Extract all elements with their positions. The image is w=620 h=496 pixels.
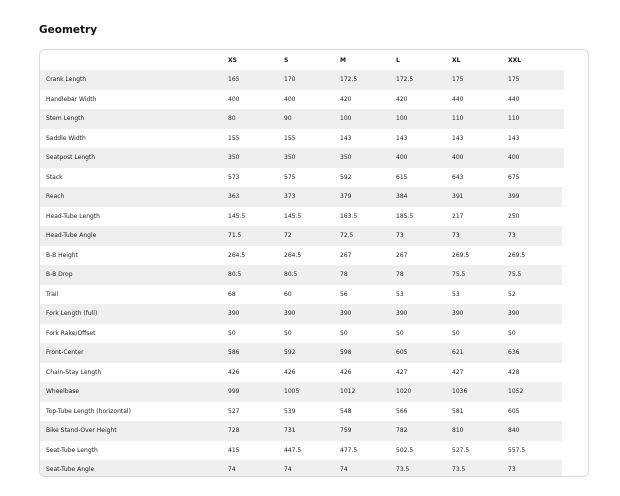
table-cell: 350 xyxy=(228,148,284,168)
row-label: Fork Length (full) xyxy=(40,304,228,324)
table-cell: 502.5 xyxy=(396,446,414,454)
table-cell: 390 xyxy=(284,304,340,324)
table-cell: 427 xyxy=(452,368,464,376)
table-row xyxy=(40,460,564,477)
table-cell: 73 xyxy=(508,226,564,246)
table-cell: 100 xyxy=(396,109,452,129)
table-cell: 145.5 xyxy=(284,212,302,220)
table-cell: 420 xyxy=(340,95,352,103)
table-cell: 74 xyxy=(284,460,340,477)
table-row xyxy=(40,363,564,383)
table-cell: 217 xyxy=(452,212,464,220)
table-row xyxy=(40,441,564,461)
table-row xyxy=(40,304,564,324)
table-cell: 527.5 xyxy=(452,446,470,454)
table-row xyxy=(40,246,564,266)
table-row xyxy=(40,90,564,110)
page-title: Geometry xyxy=(39,24,98,36)
table-cell: 73 xyxy=(396,226,452,246)
table-cell: 80 xyxy=(228,109,284,129)
table-cell: 165 xyxy=(228,70,284,90)
table-cell: 605 xyxy=(508,407,520,415)
table-row xyxy=(40,226,564,246)
row-label: Stack xyxy=(46,173,63,181)
table-cell: 350 xyxy=(284,148,340,168)
table-row xyxy=(40,265,564,285)
table-row xyxy=(40,187,564,207)
table-cell: 428 xyxy=(508,368,520,376)
scroll-fade xyxy=(562,185,588,477)
table-cell: 527 xyxy=(228,407,240,415)
table-cell: 426 xyxy=(228,368,240,376)
table-cell: 581 xyxy=(452,407,464,415)
row-label: Seatpost Length xyxy=(40,148,228,168)
table-cell: 1012 xyxy=(340,382,396,402)
table-cell: 999 xyxy=(228,382,284,402)
row-label: Head-Tube Length xyxy=(46,212,100,220)
column-header-s: S xyxy=(284,56,289,64)
row-label: Top-Tube Length (horizontal) xyxy=(46,407,131,415)
row-label: Crank Length xyxy=(40,70,228,90)
table-cell: 155 xyxy=(284,134,296,142)
row-label: Trail xyxy=(46,290,59,298)
table-cell: 74 xyxy=(340,460,396,477)
table-cell: 75.5 xyxy=(452,265,508,285)
table-row xyxy=(40,129,564,149)
table-cell: 264.5 xyxy=(228,251,246,259)
table-cell: 643 xyxy=(452,173,464,181)
table-cell: 390 xyxy=(508,304,564,324)
table-cell: 592 xyxy=(284,343,340,363)
row-label: Wheelbase xyxy=(40,382,228,402)
header-row xyxy=(40,50,564,70)
geometry-table-card xyxy=(39,49,589,477)
table-cell: 350 xyxy=(340,148,396,168)
table-cell: 420 xyxy=(396,95,408,103)
table-cell: 1005 xyxy=(284,382,340,402)
table-cell: 172.5 xyxy=(396,70,452,90)
table-cell: 1052 xyxy=(508,382,564,402)
table-cell: 390 xyxy=(228,304,284,324)
table-cell: 379 xyxy=(340,187,396,207)
table-cell: 185.5 xyxy=(396,212,414,220)
row-label: B-B Height xyxy=(46,251,78,259)
table-cell: 399 xyxy=(508,187,564,207)
table-cell: 728 xyxy=(228,421,284,441)
table-cell: 50 xyxy=(508,329,516,337)
table-cell: 598 xyxy=(340,343,396,363)
row-label: Reach xyxy=(40,187,228,207)
header-corner xyxy=(40,50,228,70)
table-cell: 155 xyxy=(228,134,240,142)
row-label: Seat-Tube Length xyxy=(46,446,98,454)
table-cell: 172.5 xyxy=(340,70,396,90)
table-cell: 440 xyxy=(452,95,464,103)
table-cell: 110 xyxy=(452,109,508,129)
table-cell: 384 xyxy=(396,187,452,207)
table-row xyxy=(40,168,564,188)
table-cell: 175 xyxy=(452,70,508,90)
table-cell: 267 xyxy=(396,251,408,259)
table-cell: 143 xyxy=(396,134,408,142)
table-row xyxy=(40,402,564,422)
table-cell: 163.5 xyxy=(340,212,358,220)
table-cell: 52 xyxy=(508,290,516,298)
table-cell: 50 xyxy=(284,329,292,337)
table-cell: 566 xyxy=(396,407,408,415)
table-row xyxy=(40,207,564,227)
row-label: Fork Rake/Offset xyxy=(46,329,96,337)
table-cell: 400 xyxy=(396,148,452,168)
table-cell: 810 xyxy=(452,421,508,441)
row-label: Saddle Width xyxy=(46,134,86,142)
table-cell: 391 xyxy=(452,187,508,207)
table-cell: 426 xyxy=(340,368,352,376)
table-cell: 440 xyxy=(508,95,520,103)
column-header-xl: XL xyxy=(452,56,461,64)
table-cell: 145.5 xyxy=(228,212,246,220)
table-cell: 53 xyxy=(396,290,404,298)
table-cell: 427 xyxy=(396,368,408,376)
table-row xyxy=(40,285,564,305)
table-cell: 731 xyxy=(284,421,340,441)
table-cell: 50 xyxy=(396,329,404,337)
geometry-table-body xyxy=(40,70,564,477)
table-cell: 477.5 xyxy=(340,446,358,454)
table-cell: 1036 xyxy=(452,382,508,402)
table-cell: 56 xyxy=(340,290,348,298)
table-cell: 400 xyxy=(228,95,240,103)
row-label: Front-Center xyxy=(40,343,228,363)
table-cell: 73.5 xyxy=(396,460,452,477)
table-cell: 50 xyxy=(228,329,236,337)
table-row xyxy=(40,148,564,168)
geometry-table xyxy=(40,50,564,477)
table-cell: 60 xyxy=(284,290,292,298)
table-cell: 73.5 xyxy=(452,460,508,477)
table-cell: 539 xyxy=(284,407,296,415)
table-cell: 78 xyxy=(340,265,396,285)
table-cell: 73 xyxy=(508,460,564,477)
table-cell: 363 xyxy=(228,187,284,207)
table-cell: 390 xyxy=(452,304,508,324)
row-label: Chain-Stay Length xyxy=(46,368,102,376)
table-cell: 592 xyxy=(340,173,352,181)
table-cell: 143 xyxy=(340,134,352,142)
table-cell: 68 xyxy=(228,290,236,298)
table-row xyxy=(40,343,564,363)
table-cell: 636 xyxy=(508,343,564,363)
table-cell: 621 xyxy=(452,343,508,363)
table-cell: 73 xyxy=(452,226,508,246)
table-cell: 269.5 xyxy=(508,251,526,259)
table-cell: 840 xyxy=(508,421,564,441)
table-cell: 759 xyxy=(340,421,396,441)
row-label: B-B Drop xyxy=(40,265,228,285)
table-cell: 390 xyxy=(340,304,396,324)
table-cell: 110 xyxy=(508,109,564,129)
table-cell: 782 xyxy=(396,421,452,441)
table-cell: 426 xyxy=(284,368,296,376)
row-label: Head-Tube Angle xyxy=(40,226,228,246)
table-row xyxy=(40,382,564,402)
table-cell: 575 xyxy=(284,173,296,181)
table-cell: 50 xyxy=(340,329,348,337)
table-cell: 373 xyxy=(284,187,340,207)
row-label: Handlebar Width xyxy=(46,95,97,103)
column-header-xxl: XXL xyxy=(508,56,522,64)
table-row xyxy=(40,70,564,90)
table-cell: 548 xyxy=(340,407,352,415)
table-row xyxy=(40,421,564,441)
table-cell: 1020 xyxy=(396,382,452,402)
table-cell: 415 xyxy=(228,446,240,454)
table-cell: 100 xyxy=(340,109,396,129)
table-cell: 400 xyxy=(284,95,296,103)
table-cell: 447.5 xyxy=(284,446,302,454)
table-cell: 586 xyxy=(228,343,284,363)
table-cell: 80.5 xyxy=(228,265,284,285)
table-cell: 80.5 xyxy=(284,265,340,285)
row-label: Seat-Tube Angle xyxy=(40,460,228,477)
table-cell: 400 xyxy=(452,148,508,168)
table-cell: 267 xyxy=(340,251,352,259)
row-label: Bike Stand-Over Height xyxy=(40,421,228,441)
table-cell: 605 xyxy=(396,343,452,363)
column-header-l: L xyxy=(396,56,400,64)
table-cell: 400 xyxy=(508,148,564,168)
table-cell: 72 xyxy=(284,226,340,246)
table-cell: 573 xyxy=(228,173,240,181)
table-cell: 269.5 xyxy=(452,251,470,259)
table-cell: 175 xyxy=(508,70,564,90)
column-header-m: M xyxy=(340,56,346,64)
table-cell: 557.5 xyxy=(508,446,526,454)
table-cell: 72.5 xyxy=(340,226,396,246)
row-label: Stem Length xyxy=(40,109,228,129)
table-cell: 71.5 xyxy=(228,226,284,246)
table-cell: 74 xyxy=(228,460,284,477)
table-row xyxy=(40,109,564,129)
table-cell: 53 xyxy=(452,290,460,298)
table-cell: 143 xyxy=(508,134,520,142)
table-cell: 90 xyxy=(284,109,340,129)
column-header-xs: XS xyxy=(228,56,237,64)
table-cell: 250 xyxy=(508,212,520,220)
table-cell: 675 xyxy=(508,173,520,181)
table-row xyxy=(40,324,564,344)
table-cell: 170 xyxy=(284,70,340,90)
table-cell: 143 xyxy=(452,134,464,142)
table-cell: 390 xyxy=(396,304,452,324)
table-cell: 264.5 xyxy=(284,251,302,259)
table-cell: 78 xyxy=(396,265,452,285)
table-cell: 50 xyxy=(452,329,460,337)
table-cell: 75.5 xyxy=(508,265,564,285)
table-cell: 615 xyxy=(396,173,408,181)
